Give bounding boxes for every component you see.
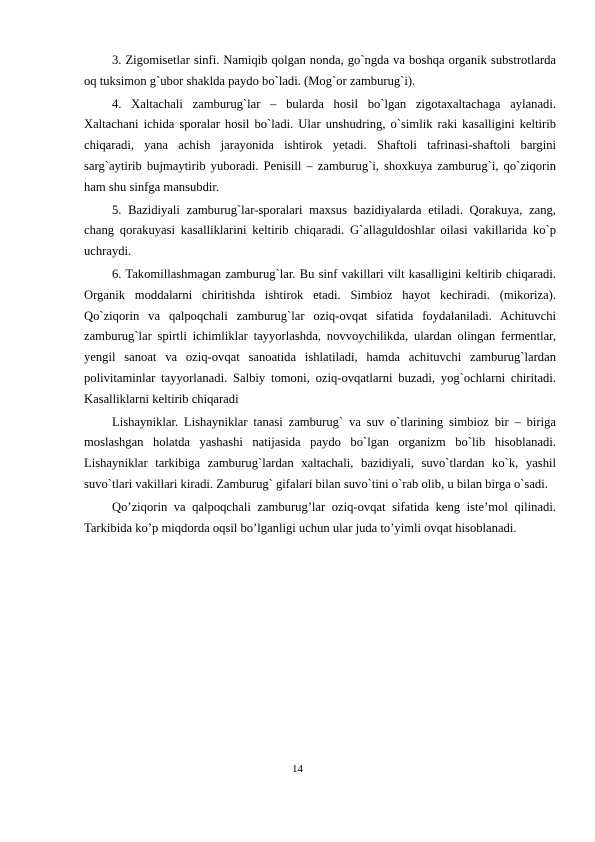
paragraph-qoziqorin: Qo’ziqorin va qalpoqchali zamburug’lar oziq-ovqat sifatida keng iste’mol qilinadi. Tarkibida ko’p miqdorda oqsil bo’lganligi uchun ular juda to’yimli ovqat hisoblanadi. [84, 499, 556, 535]
page-body [84, 50, 556, 540]
paragraph-xaltachali: 4. Xaltachali zamburug`lar – bularda hosil bo`lgan zigotaxaltachaga aylanadi. Xaltachani ichida sporalar hosil bo`ladi. Ular unshudring, o`simlik raki kasalligini keltirib chiqaradi, yana achish jarayonida ishtirok yetadi. Shaftoli tafrinasi-shaftoli bargini sarg`aytirib bujmaytirib yuboradi. Penisill – zamburug`i, shoxkuya zamburug`i, qo`ziqorin ham shu sinfga mansubdir. [84, 96, 556, 194]
paragraph-takomillashmagan: 6. Takomillashmagan zamburug`lar. Bu sinf vakillari vilt kasalligini keltirib chiqaradi. Organik moddalarni chiritishda ishtirok etadi. Simbioz hayot kechiradi. (mikoriza). Qo`ziqorin va qalpoqchali zamburug`lar oziq-ovqat sifatida foydalaniladi. Achituvchi zamburug`lar spirtli ichimliklar tayyorlashda, novvoychilikda, ulardan olingan fermentlar, yengil sanoat va oziq-ovqat sanoatida ishlatiladi, hamda achituvchi zamburug`lardan polivitaminlar tayyorlanadi. Salbiy tomoni, oziq-ovqatlarni buzadi, yog`ochlarni chiritadi. Kasalliklarni keltirib chiqaradi [84, 266, 556, 406]
paragraph-bazidiyali: 5. Bazidiyali zamburug`lar-sporalari maxsus bazidiyalarda etiladi. Qorakuya, zang, chang qorakuyasi kasalliklarini keltirib chiqaradi. G`allaguldoshlar oilasi vakillarida ko`p uchraydi. [84, 202, 556, 259]
paragraph-lishayniklar: Lishayniklar. Lishayniklar tanasi zamburug` va suv o`tlarining simbioz bir – biriga moslashgan holatda yashashi natijasida paydo bo`lgan organizm bo`lib hisoblanadi. Lishayniklar tarkibiga zamburug`lardan xaltachali, bazidiyali, suvo`tlardan ko`k, yashil suvo`tlari vakillari kiradi. Zamburug` gifalari bilan suvo`tini o`rab olib, u bilan birga o`sadi. [84, 414, 556, 491]
page-number: 14 [292, 763, 303, 775]
paragraph-zigomisetlar: 3. Zigomisetlar sinfi. Namiqib qolgan nonda, go`ngda va boshqa organik substrotlarda oq tuksimon g`ubor shaklda paydo bo`ladi. (Mog`or zamburug`i). [84, 53, 556, 88]
